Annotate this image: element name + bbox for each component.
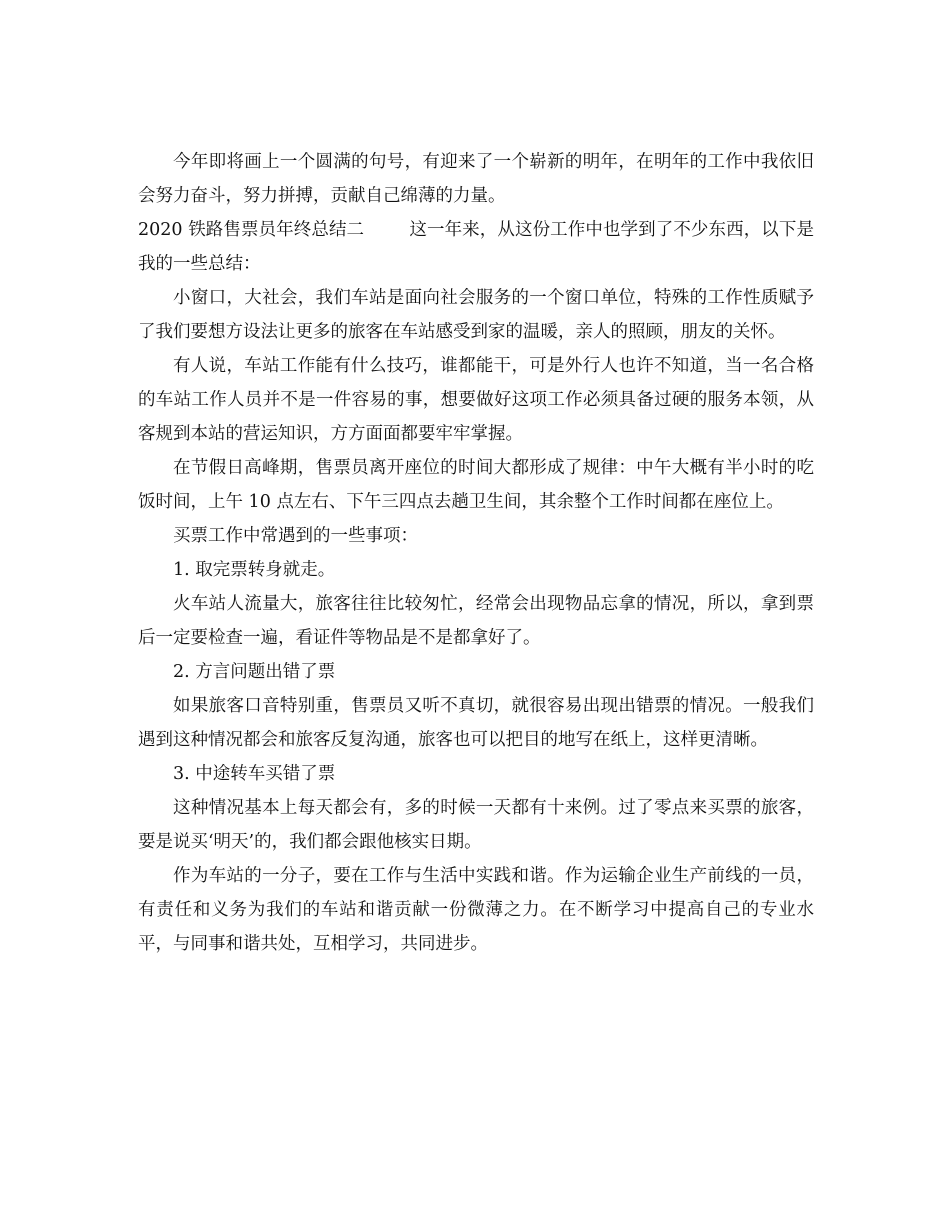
document-body	[138, 145, 814, 961]
list-item-3-body: 这种情况基本上每天都会有，多的时候一天都有十来例。过了零点来买票的旅客，要是说买‘明天’的，我们都会跟他核实日期。	[138, 798, 814, 852]
paragraph-section-title: 2020 铁路售票员年终总结二 这一年来，从这份工作中也学到了不少东西，以下是我的一些总结：	[138, 220, 814, 274]
list-item-1-heading: 1. 取完票转身就走。	[173, 560, 336, 580]
paragraph-station-skills: 有人说，车站工作能有什么技巧，谁都能干，可是外行人也许不知道，当一名合格的车站工作人员并不是一件容易的事，想要做好这项工作必须具备过硬的服务本领，从客规到本站的营运知识，方方面面都要牢牢掌握。	[138, 356, 814, 444]
paragraph-closing-year: 今年即将画上一个圆满的句号，有迎来了一个崭新的明年，在明年的工作中我依旧会努力奋斗，努力拼搏，贡献自己绵薄的力量。	[138, 152, 814, 206]
paragraph-small-window: 小窗口，大社会，我们车站是面向社会服务的一个窗口单位，特殊的工作性质赋予了我们要想方设法让更多的旅客在车站感受到家的温暖，亲人的照顾，朋友的关怀。	[138, 288, 814, 342]
list-item-2-body: 如果旅客口音特别重，售票员又听不真切，就很容易出现出错票的情况。一般我们遇到这种情况都会和旅客反复沟通，旅客也可以把目的地写在纸上，这样更清晰。	[138, 696, 814, 750]
list-item-3-heading: 3. 中途转车买错了票	[173, 764, 336, 784]
paragraph-holiday-peak: 在节假日高峰期，售票员离开座位的时间大都形成了规律：中午大概有半小时的吃饭时间，上午 10 点左右、下午三四点去趟卫生间，其余整个工作时间都在座位上。	[138, 458, 814, 512]
list-item-2-heading: 2. 方言问题出错了票	[173, 662, 336, 682]
list-item-1-body: 火车站人流量大，旅客往往比较匆忙，经常会出现物品忘拿的情况，所以，拿到票后一定要检查一遍，看证件等物品是不是都拿好了。	[138, 594, 814, 648]
paragraph-conclusion: 作为车站的一分子，要在工作与生活中实践和谐。作为运输企业生产前线的一员，有责任和义务为我们的车站和谐贡献一份微薄之力。在不断学习中提高自己的专业水平，与同事和谐共处，互相学习，共同进步。	[138, 866, 814, 954]
paragraph-common-issues: 买票工作中常遇到的一些事项：	[173, 526, 418, 546]
